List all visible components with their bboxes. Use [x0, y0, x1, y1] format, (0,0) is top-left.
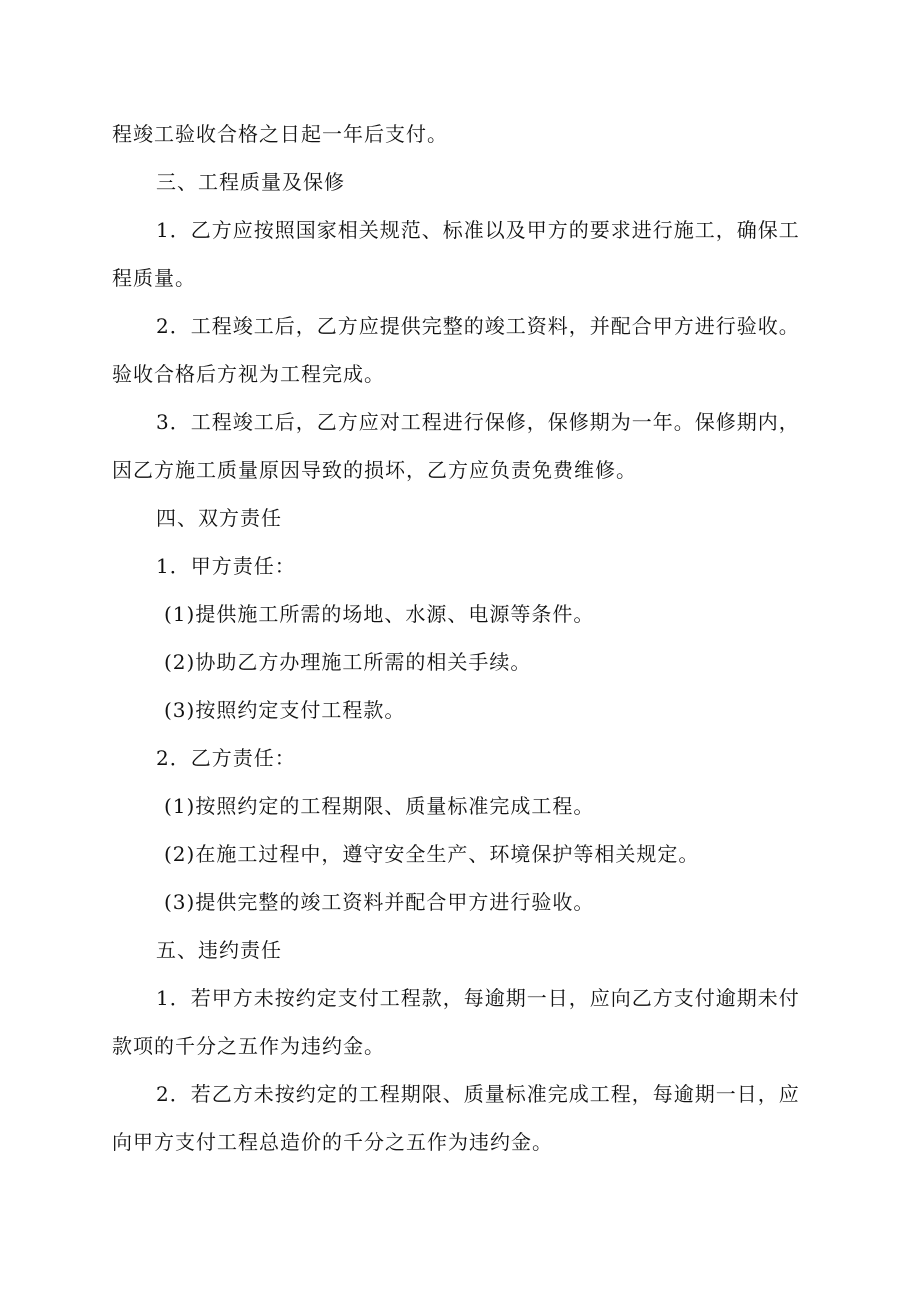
clause-4-1-item-2: (2)协助乙方办理施工所需的相关手续。: [164, 650, 532, 674]
clause-3-3-line-2: 因乙方施工质量原因导致的损坏，乙方应负责免费维修。: [112, 458, 637, 482]
clause-3-1-line-1: 1．乙方应按照国家相关规范、标准以及甲方的要求进行施工，确保工: [156, 218, 800, 242]
clause-3-3-line-1: 3．工程竣工后，乙方应对工程进行保修，保修期为一年。保修期内，: [156, 410, 800, 434]
section-heading-4: 四、双方责任: [156, 506, 282, 530]
clause-4-2-heading: 2．乙方责任：: [156, 746, 296, 770]
clause-5-1-line-1: 1．若甲方未按约定支付工程款，每逾期一日，应向乙方支付逾期未付: [156, 986, 800, 1010]
clause-4-2-item-3: (3)提供完整的竣工资料并配合甲方进行验收。: [164, 890, 595, 914]
clause-4-1-item-3: (3)按照约定支付工程款。: [164, 698, 406, 722]
clause-4-1-item-1: (1)提供施工所需的场地、水源、电源等条件。: [164, 602, 595, 626]
paragraph-continuation: 程竣工验收合格之日起一年后支付。: [112, 122, 448, 146]
clause-5-1-line-2: 款项的千分之五作为违约金。: [112, 1034, 385, 1058]
clause-4-1-heading: 1．甲方责任：: [156, 554, 296, 578]
clause-3-2-line-2: 验收合格后方视为工程完成。: [112, 362, 385, 386]
clause-5-2-line-1: 2．若乙方未按约定的工程期限、质量标准完成工程，每逾期一日，应: [156, 1082, 800, 1106]
clause-3-2-line-1: 2．工程竣工后，乙方应提供完整的竣工资料，并配合甲方进行验收。: [156, 314, 800, 338]
clause-3-1-line-2: 程质量。: [112, 266, 196, 290]
clause-4-2-item-2: (2)在施工过程中，遵守安全生产、环境保护等相关规定。: [164, 842, 700, 866]
section-heading-5: 五、违约责任: [156, 938, 282, 962]
section-heading-3: 三、工程质量及保修: [156, 170, 345, 194]
clause-4-2-item-1: (1)按照约定的工程期限、质量标准完成工程。: [164, 794, 595, 818]
clause-5-2-line-2: 向甲方支付工程总造价的千分之五作为违约金。: [112, 1130, 553, 1154]
document-body: [112, 110, 822, 1166]
